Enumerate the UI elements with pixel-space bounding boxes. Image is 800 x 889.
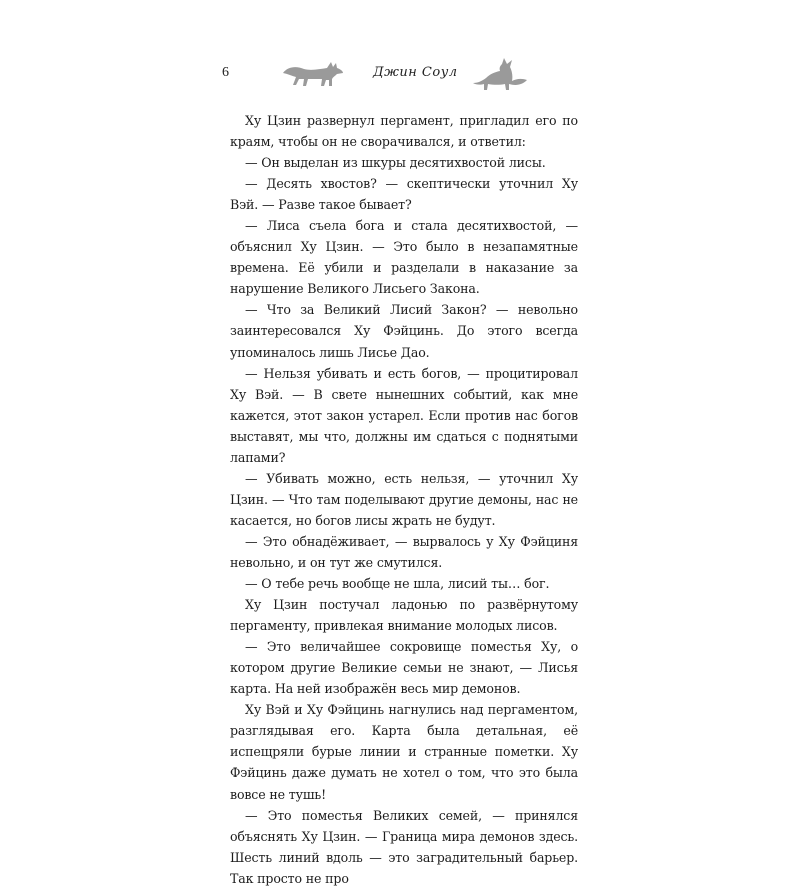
body-text (230, 110, 578, 889)
page-number: 6 (222, 65, 229, 80)
paragraph: — Он выделан из шкуры десятихвостой лисы. (245, 155, 546, 171)
paragraph: — Это обнадёживает, — вырвалось у Ху Фэйциня невольно, и он тут же смутился. (230, 533, 578, 570)
running-head: Джин Соул (373, 65, 458, 80)
paragraph: — Нельзя убивать и есть богов, — процитировал Ху Вэй. — В свете нынешних событий, как мне кажется, этот закон устарел. Если против нас богов выставят, мы что, должны им сдаться с поднятыми лапами? (230, 365, 578, 465)
page-header (0, 55, 800, 91)
paragraph: — Лиса съела бога и стала десятихвостой, — объяснил Ху Цзин. — Это было в незапамятные времена. Её убили и разделали в наказание за нарушение Великого Лисьего Закона. (230, 218, 578, 297)
paragraph: — Убивать можно, есть нельзя, — уточнил Ху Цзин. — Что там поделывают другие демоны, нас не касается, но богов лисы жрать не будут. (230, 470, 578, 528)
paragraph: Ху Цзин постучал ладонью по развёрнутому пергаменту, привлекая внимание молодых лисов. (230, 597, 578, 634)
paragraph: — Это поместья Великих семей, — принялся объяснять Ху Цзин. — Граница мира демонов здесь. Шесть линий вдоль — это заградительный барьер. Так просто не про (230, 807, 578, 886)
paragraph: — Что за Великий Лисий Закон? — невольно заинтересовался Ху Фэйцинь. До этого всегда упоминалось лишь Лисье Дао. (230, 302, 578, 360)
paragraph: — Десять хвостов? — скептически уточнил Ху Вэй. — Разве такое бывает? (230, 176, 578, 213)
paragraph: — О тебе речь вообще не шла, лисий ты… бог. (245, 576, 550, 592)
paragraph: Ху Цзин развернул пергамент, пригладил его по краям, чтобы он не сворачивался, и ответил: (230, 113, 578, 150)
paragraph: Ху Вэй и Ху Фэйцинь нагнулись над пергаментом, разглядывая его. Карта была детальная, её испещряли бурые линии и странные пометки. Ху Фэйцинь даже думать не хотел о том, что это была вовсе не тушь! (230, 702, 578, 802)
paragraph: — Это величайшее сокровище поместья Ху, о котором другие Великие семьи не знают, — Лисья карта. На ней изображён весь мир демонов. (230, 639, 578, 697)
fox-icon (470, 55, 528, 91)
fox-icon (282, 57, 344, 87)
